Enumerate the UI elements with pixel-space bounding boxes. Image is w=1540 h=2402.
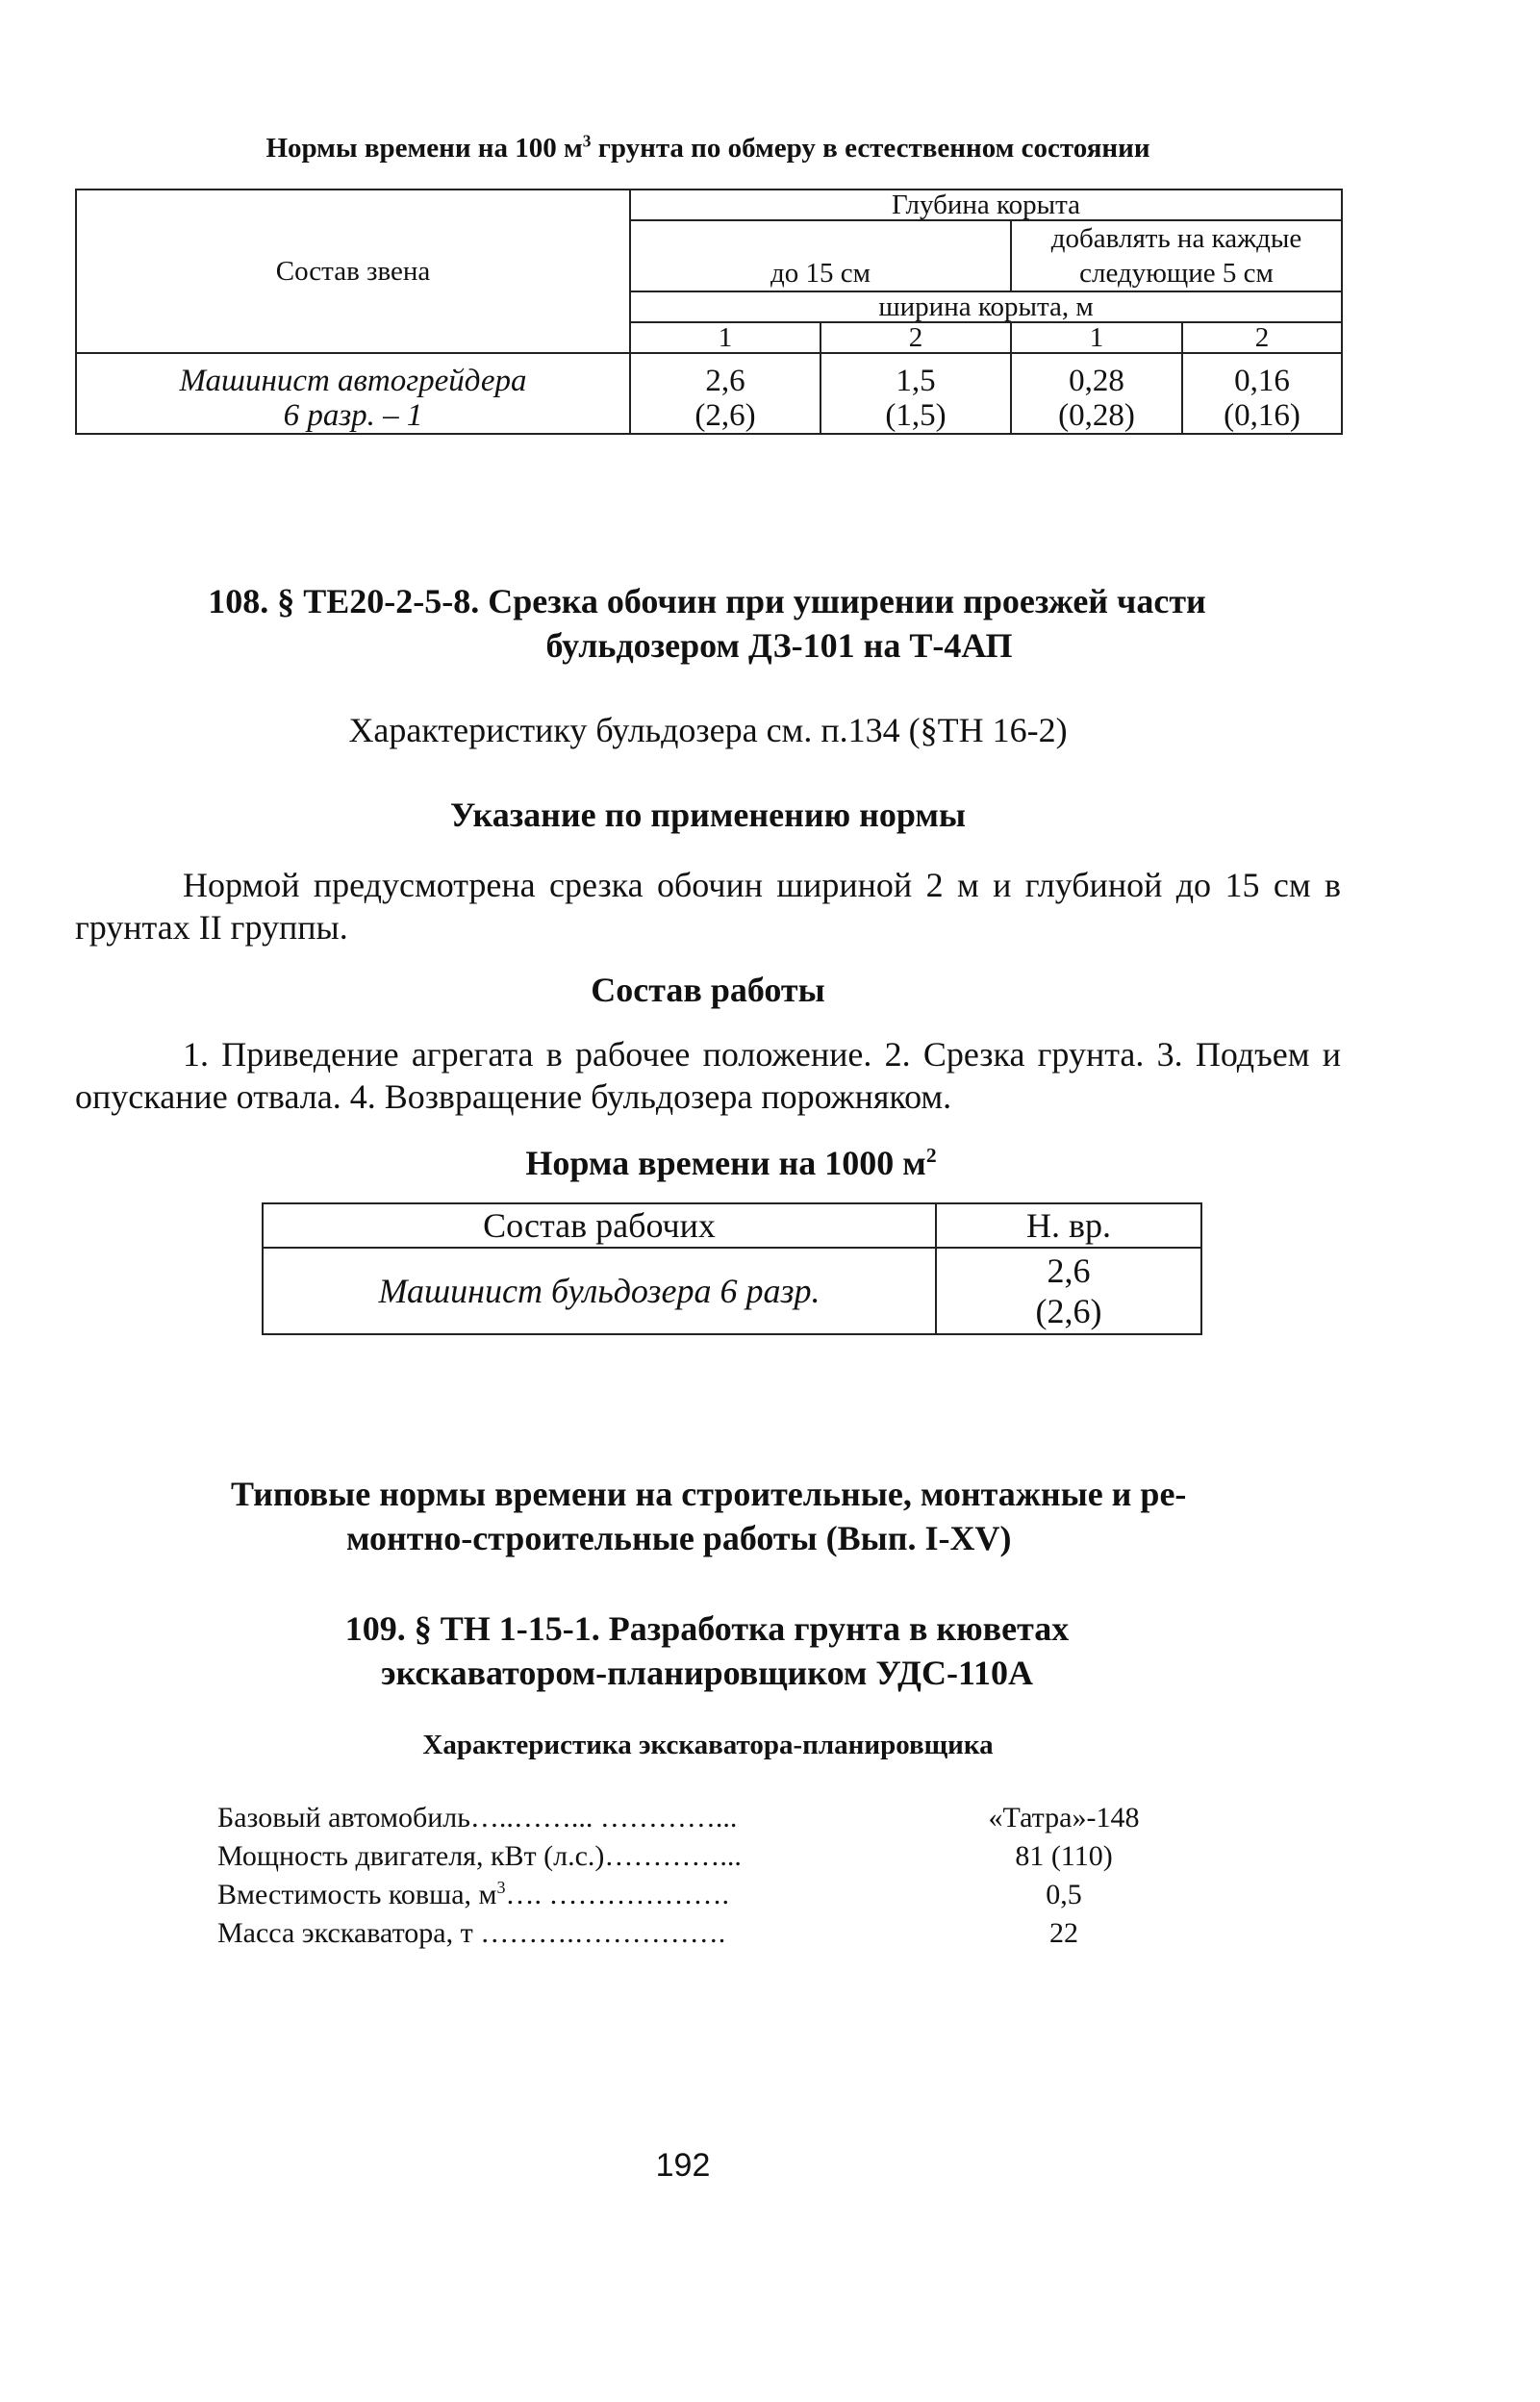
title-line: 109. § ТН 1-15-1. Разработка грунта в кюветах [344, 1609, 1070, 1648]
add-header: добавлять на каждые следующие 5 см [1011, 220, 1342, 291]
spec-heading: Характеристика экскаватора-планировщика [422, 1730, 994, 1760]
title-line: бульдозером ДЗ-101 на Т-4АП [545, 626, 1013, 665]
sub-col: 2 [1182, 322, 1342, 353]
heading-line: Типовые нормы времени на строительные, монтажные и ре- [231, 1475, 1187, 1513]
crew-cell: Машинист бульдозера 6 разр. [263, 1248, 936, 1334]
spec-value: 81 (110) [1015, 1840, 1113, 1872]
value-cell [630, 353, 820, 434]
bulldozer-reference: Характеристику бульдозера см. п.134 (§ТН 16-2) [348, 711, 1068, 749]
title-line: экскаватором-планировщиком УДС-110А [381, 1654, 1033, 1692]
heading-line: монтно-строительные работы (Вып. I-XV) [346, 1519, 1012, 1557]
table-row [263, 1248, 1201, 1334]
spec-label: Вместимость ковша, $м^3\dots$. ………………. [217, 1878, 729, 1910]
value-paren: (0,16) [1224, 398, 1300, 433]
col-crew-header: Состав звена [76, 190, 630, 353]
value-paren: (2,6) [694, 398, 756, 433]
work-heading: Состав работы [591, 971, 825, 1009]
guide-heading: Указание по применению нормы [450, 796, 966, 834]
list-item [217, 1914, 1170, 1953]
crew-line2: 6 разр. – 1 [283, 398, 423, 433]
table1-caption: Нормы времени на 100 $м^3$ грунта по обмеру в естественном состоянии [265, 131, 1150, 164]
list-item [217, 1799, 1170, 1837]
title-line: 108. § ТЕ20-2-5-8. Срезка обочин при уширении проезжей части [208, 582, 1206, 620]
value-paren: (0,28) [1058, 398, 1135, 433]
spec-list [217, 1799, 1170, 1953]
value-cell [936, 1248, 1201, 1334]
norms-table-1 [75, 189, 1343, 435]
spec-label: Масса экскаватора, т ……….……………. [217, 1917, 726, 1949]
value-cell [1011, 353, 1182, 434]
value-cell [820, 353, 1011, 434]
sub-col: 2 [820, 322, 1011, 353]
upto15-header: до 15 см [630, 220, 1011, 291]
norms-table-2 [262, 1202, 1202, 1335]
crew-header: Состав рабочих [263, 1203, 936, 1248]
work-paragraph: 1. Приведение агрегата в рабочее положение. 2. Срезка грунта. 3. Подъем и опускание отвала. 4. Возвращение бульдозера порожняком. [75, 1035, 1341, 1116]
value: 1,5 [896, 364, 936, 398]
value-cell [1182, 353, 1342, 434]
list-item [217, 1837, 1170, 1876]
value-paren: (1,5) [885, 398, 947, 433]
table-row [76, 353, 1342, 434]
spec-label: Мощность двигателя, кВт (л.с.)…………... [217, 1840, 742, 1872]
spec-value: 22 [1049, 1917, 1078, 1949]
norm-heading: Норма времени на 1000 $м^2$ [525, 1144, 937, 1182]
guide-paragraph: Нормой предусмотрена срезка обочин шириной 2 м и глубиной до 15 см в грунтах II группы. [75, 866, 1341, 947]
width-header: ширина корыта, м [630, 291, 1342, 322]
section-108-title [115, 579, 1299, 668]
crew-cell [76, 353, 630, 434]
spec-value: «Татра»-148 [988, 1802, 1140, 1833]
crew-line1: Машинист автогрейдера [179, 364, 527, 398]
typical-norms-heading [231, 1472, 1337, 1560]
value: 2,6 [1047, 1252, 1091, 1290]
value: 0,16 [1234, 364, 1290, 398]
sub-col: 1 [630, 322, 820, 353]
sub-col: 1 [1011, 322, 1182, 353]
value: 2,6 [705, 364, 745, 398]
depth-header: Глубина корыта [630, 190, 1342, 220]
norm-header: Н. вр. [936, 1203, 1201, 1248]
spec-value: 0,5 [1046, 1879, 1082, 1910]
page-number: 192 [655, 2147, 711, 2184]
section-109-title [115, 1606, 1299, 1695]
value-paren: (2,6) [1035, 1292, 1102, 1330]
spec-label: Базовый автомобиль…..……... …………... [217, 1802, 738, 1833]
value: 0,28 [1069, 364, 1124, 398]
list-item [217, 1876, 1170, 1914]
